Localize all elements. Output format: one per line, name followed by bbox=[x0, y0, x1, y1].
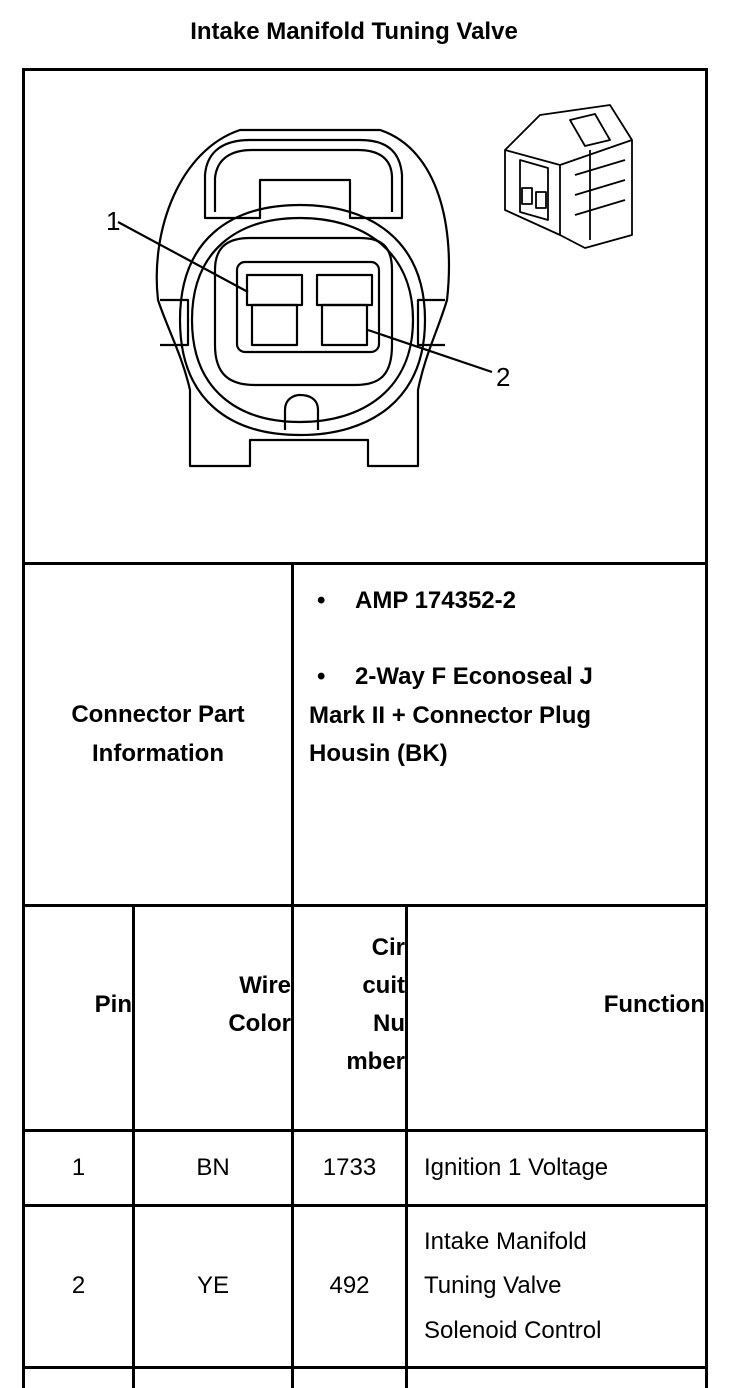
description-line1: 2-Way F Econoseal J bbox=[355, 663, 593, 691]
table-row-2-wire-color: YE bbox=[196, 1272, 229, 1300]
part-info-details bbox=[309, 582, 699, 774]
part-number-bullet: • AMP 174352-2 bbox=[317, 587, 516, 614]
connector-diagram bbox=[25, 71, 705, 562]
table-row-1-wire-color: BN bbox=[196, 1153, 230, 1181]
connector-key bbox=[285, 395, 318, 430]
connector-seal-outer bbox=[180, 205, 425, 435]
header-wire-color: Wire Color bbox=[228, 972, 291, 1037]
table-row-2-circuit: 492 bbox=[329, 1272, 370, 1300]
connector-cavity bbox=[215, 238, 392, 385]
part-info-label-line2: Information bbox=[92, 739, 224, 767]
table-row-1-circuit: 1733 bbox=[322, 1153, 377, 1181]
connector-tab-left bbox=[160, 300, 188, 345]
table-row-1-function: Ignition 1 Voltage bbox=[424, 1153, 609, 1181]
connector-tab-right bbox=[418, 300, 445, 345]
pin-1-cavity bbox=[247, 275, 302, 305]
border-bottom bbox=[22, 1366, 708, 1369]
table-row-2-function: Intake Manifold Tuning Valve Solenoid Control bbox=[424, 1227, 602, 1344]
pin-label-1: 1 bbox=[106, 206, 121, 236]
description-line2: Mark II + Connector Plug bbox=[309, 701, 592, 729]
table-row-1-pin: 1 bbox=[71, 1153, 86, 1181]
page-title: Intake Manifold Tuning Valve bbox=[190, 18, 518, 45]
header-function: Function bbox=[603, 991, 705, 1019]
pin-2-cavity bbox=[317, 275, 372, 305]
header-circuit-number: Cir cuit Nu mber bbox=[346, 934, 405, 1075]
description-line3: Housin (BK) bbox=[309, 740, 448, 768]
part-info-label bbox=[25, 565, 291, 904]
description-bullet: • 2-Way F Econoseal J bbox=[317, 663, 593, 691]
border-right bbox=[705, 68, 708, 1388]
pin-label-2: 2 bbox=[496, 362, 511, 392]
part-number: AMP 174352-2 bbox=[355, 587, 516, 614]
connector-iso-icon bbox=[505, 105, 632, 248]
header-pin: Pin bbox=[94, 991, 132, 1019]
part-info-label-line1: Connector Part bbox=[71, 701, 245, 729]
table-row-2-pin: 2 bbox=[71, 1272, 86, 1300]
